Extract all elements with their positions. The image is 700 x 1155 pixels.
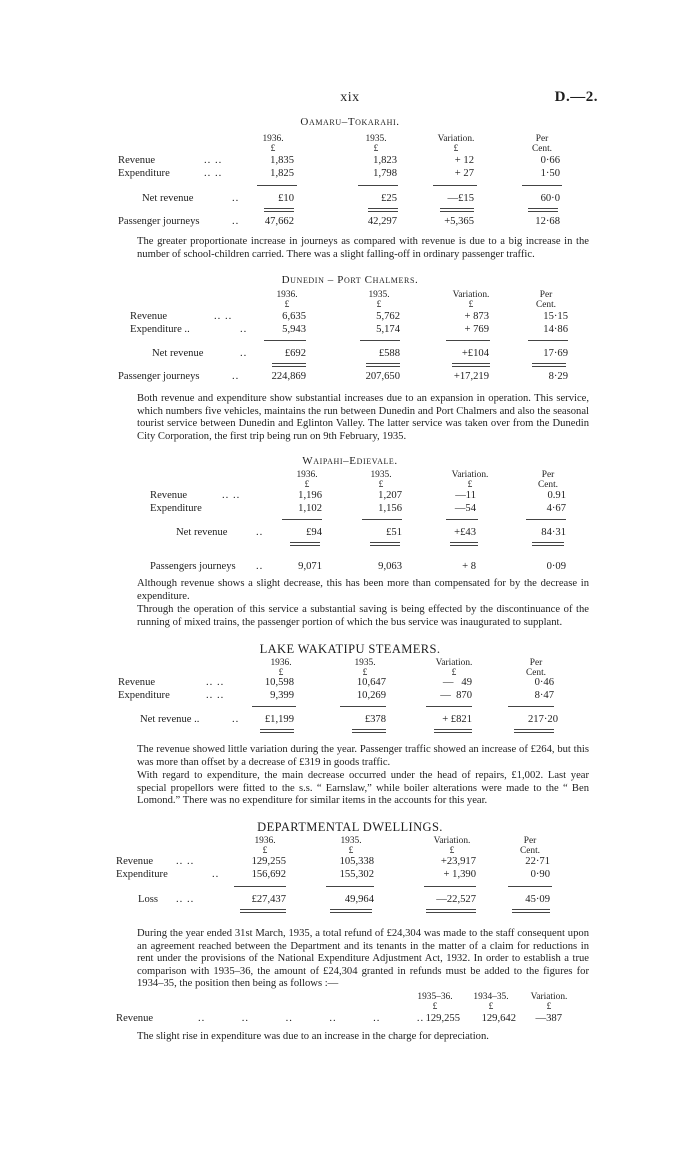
col-header-variation: Variation. £ <box>437 134 475 154</box>
col-header-percent: Per Cent. <box>537 470 559 490</box>
total-rule <box>528 208 558 212</box>
total-rule <box>330 909 372 913</box>
sum-rule <box>446 519 478 520</box>
sum-rule <box>508 706 554 707</box>
sum-rule <box>433 185 477 186</box>
col-header-1936: 1936. £ <box>270 658 292 678</box>
paragraph: Through the operation of this service a substantial saving is being effected by the discontinuance of the running of mixed trains, the passenger portion of which the bus service was inaugurated to supplant. <box>137 604 589 628</box>
col-header-1935: 1935. £ <box>340 836 362 856</box>
table-row-net: Net revenue .. .. £1,199 £378 + £821 217·20 <box>140 714 558 725</box>
table-row: Revenue .. .. .. .. .. .. 129,255 129,642 —387 <box>116 1013 562 1024</box>
col-header-1935: 1935. £ <box>368 290 390 310</box>
col-header-variation: Variation. £ <box>433 836 471 856</box>
sum-rule <box>362 519 402 520</box>
total-rule <box>370 542 400 546</box>
total-rule <box>426 909 476 913</box>
sum-rule <box>526 519 566 520</box>
table-row: Expenditure .. .. 1,825 1,798 + 27 1·50 <box>118 168 560 179</box>
col-header-1936: 1936. £ <box>296 470 318 490</box>
table-row: Expenditure 1,102 1,156 —54 4·67 <box>150 503 566 514</box>
table-row-net: Net revenue .. £10 £25 —£15 60·0 <box>142 193 560 204</box>
col-header-1935: 1935. £ <box>354 658 376 678</box>
col-header-percent: Per Cent. <box>531 134 553 154</box>
paragraph: Although revenue shows a slight decrease, this has been more than compensated for by the decrease in expenditure. <box>137 578 589 602</box>
sum-rule <box>234 886 286 887</box>
col-header-1936: 1936. £ <box>254 836 276 856</box>
col-header-1935: 1935. £ <box>370 470 392 490</box>
sum-rule <box>326 886 374 887</box>
sum-rule <box>358 185 398 186</box>
table-row-loss: Loss .. .. £27,437 49,964 —22,527 45·09 <box>138 894 550 905</box>
total-rule <box>290 542 320 546</box>
sum-rule <box>508 886 552 887</box>
col-header-1936: 1936. £ <box>262 134 284 154</box>
sum-rule <box>340 706 386 707</box>
col-header-variation: Variation. £ <box>452 290 490 310</box>
col-header-percent: Per Cent. <box>525 658 547 678</box>
total-rule <box>264 208 294 212</box>
sum-rule <box>252 706 296 707</box>
col-header-variation: Variation. £ <box>530 992 568 1012</box>
total-rule <box>532 363 566 367</box>
total-rule <box>366 363 400 367</box>
table-row: Expenditure .. .. 5,943 5,174 + 769 14·86 <box>130 324 568 335</box>
table-row: Passenger journeys .. 224,869 207,650 +17,219 8·29 <box>118 371 568 382</box>
paragraph: Both revenue and expenditure show substantial increases due to an expansion in operation. This service, which numbers five vehicles, maintains the run between Dunedin and Port Chalmers and also the seasonal tourist service between Dunedin and Eglinton Valley. The latter service was taken over from the Dunedin City Corporation, the first trip being run on 9th February, 1935. <box>137 393 589 442</box>
total-rule <box>514 729 554 733</box>
col-header-percent: Per Cent. <box>535 290 557 310</box>
total-rule <box>452 363 490 367</box>
col-header-percent: Per Cent. <box>519 836 541 856</box>
total-rule <box>450 542 478 546</box>
col-header-1935-36: 1935–36. £ <box>417 992 453 1012</box>
table-row: Passengers journeys .. 9,071 9,063 + 8 0·09 <box>150 561 566 572</box>
total-rule <box>272 363 306 367</box>
sum-rule <box>424 886 476 887</box>
section-title-waipahi: Waipahi–Edievale. <box>302 455 398 467</box>
section-title-dwellings: DEPARTMENTAL DWELLINGS. <box>257 820 443 834</box>
sum-rule <box>264 340 306 341</box>
sum-rule <box>360 340 400 341</box>
total-rule <box>260 729 294 733</box>
page-number: xix <box>340 90 360 105</box>
table-row: Revenue .. .. 1,835 1,823 + 12 0·66 <box>118 155 560 166</box>
paragraph: The greater proportionate increase in journeys as compared with revenue is due to a big increase in the number of school-children carried. There was a slight falling-off in ordinary passenger traffic. <box>137 236 589 260</box>
total-rule <box>352 729 386 733</box>
table-row-net: Net revenue .. £94 £51 +£43 84·31 <box>176 527 566 538</box>
total-rule <box>512 909 550 913</box>
total-rule <box>440 208 474 212</box>
total-rule <box>368 208 398 212</box>
document-reference: D.—2. <box>554 89 598 105</box>
table-row: Expenditure .. 156,692 155,302 + 1,390 0·90 <box>116 869 550 880</box>
col-header-1936: 1936. £ <box>276 290 298 310</box>
total-rule <box>240 909 286 913</box>
sum-rule <box>528 340 568 341</box>
table-row-net: Net revenue .. £692 £588 +£104 17·69 <box>152 348 568 359</box>
sum-rule <box>446 340 490 341</box>
table-row: Passenger journeys .. 47,662 42,297 +5,365 12·68 <box>118 216 560 227</box>
col-header-1934-35: 1934–35. £ <box>473 992 509 1012</box>
section-title-oamaru: Oamaru–Tokarahi. <box>300 116 400 128</box>
paragraph: With regard to expenditure, the main decrease occurred under the head of repairs, £1,002. Last year special propellors were fitted to the s.s. “ Earnslaw,” while boiler alterations were made to the “ Ben Lomond.” There was no expenditure for similar items in the accounts for this year. <box>137 770 589 807</box>
col-header-1935: 1935. £ <box>365 134 387 154</box>
sum-rule <box>426 706 472 707</box>
total-rule <box>434 729 472 733</box>
paragraph: During the year ended 31st March, 1935, a total refund of £24,304 was made to the staff consequent upon an agreement reached between the Department and its tenants in the matter of a claim for reductions in rent under the provisions of the National Expenditure Adjustment Act, 1932. In order to establish a true comparison with 1935–36, the amount of £24,304 granted in refunds must be added to the figures for 1934–35, the position then being as follows :— <box>137 928 589 990</box>
total-rule <box>532 542 564 546</box>
table-row: Revenue .. .. 129,255 105,338 +23,917 22·71 <box>116 856 550 867</box>
table-row: Revenue .. .. 1,196 1,207 —11 0.91 <box>150 490 566 501</box>
paragraph: The revenue showed little variation during the year. Passenger traffic showed an increase of £264, but this was more than offset by a decrease of £319 in goods traffic. <box>137 744 589 768</box>
table-row: Revenue .. .. 10,598 10,647 — 49 0·46 <box>118 677 554 688</box>
table-row: Expenditure .. .. 9,399 10,269 — 870 8·47 <box>118 690 554 701</box>
table-row: Revenue .. .. 6,635 5,762 + 873 15·15 <box>130 311 568 322</box>
sum-rule <box>522 185 562 186</box>
sum-rule <box>282 519 322 520</box>
section-title-wakatipu: LAKE WAKATIPU STEAMERS. <box>259 642 441 656</box>
sum-rule <box>257 185 297 186</box>
col-header-variation: Variation. £ <box>451 470 489 490</box>
section-title-dunedin: Dunedin – Port Chalmers. <box>281 274 419 286</box>
col-header-variation: Variation. £ <box>435 658 473 678</box>
paragraph: The slight rise in expenditure was due to an increase in the charge for depreciation. <box>137 1031 489 1042</box>
